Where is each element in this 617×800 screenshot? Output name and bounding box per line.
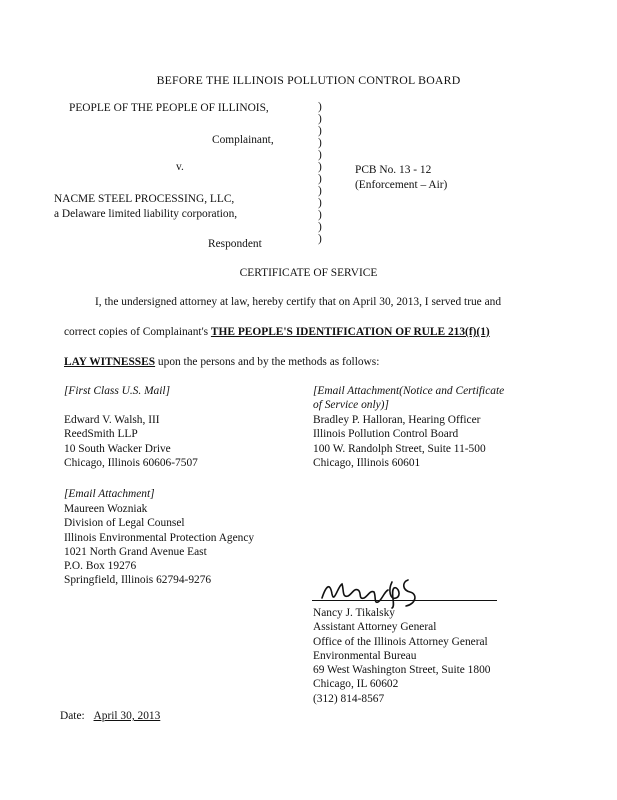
service-1-method: [First Class U.S. Mail]: [64, 385, 171, 397]
caption-bracket: ) ) ) ) ) ) ) ) ) ) ) ): [318, 101, 322, 245]
signatory-office: Office of the Illinois Attorney General: [313, 635, 488, 648]
address-line: Maureen Wozniak: [64, 503, 148, 515]
address-line: Edward V. Walsh, III: [64, 414, 160, 426]
address-line: 100 W. Randolph Street, Suite 11-500: [313, 442, 486, 455]
date-line: [60, 709, 160, 723]
signatory-name: Nancy J. Tikalsky: [313, 607, 395, 619]
document-title-reference: THE PEOPLE'S IDENTIFICATION OF RULE 213(f)(1): [210, 326, 490, 338]
caption-defendant: NACME STEEL PROCESSING, LLC,: [54, 193, 235, 205]
certificate-heading: CERTIFICATE OF SERVICE: [239, 267, 378, 279]
address-line: Chicago, Illinois 60601: [313, 456, 421, 469]
document-title: BEFORE THE ILLINOIS POLLUTION CONTROL BOARD: [156, 73, 461, 87]
address-line: Bradley P. Halloran, Hearing Officer: [313, 414, 481, 426]
service-3-address: [64, 502, 254, 588]
caption-versus: v.: [176, 161, 184, 173]
signatory-phone: (312) 814-8567: [313, 692, 385, 705]
signature-block: [313, 606, 490, 706]
caption-respondent-label: Respondent: [208, 238, 262, 250]
service-2-method-line1: [Email Attachment(Notice and Certificate: [313, 385, 505, 397]
handwritten-signature: [318, 576, 428, 610]
address-line: Division of Legal Counsel: [64, 517, 185, 530]
date-label: Date:: [60, 710, 85, 722]
signatory-title: Assistant Attorney General: [313, 621, 437, 634]
body-line-2-prefix: correct copies of Complainant's: [64, 326, 211, 338]
caption-defendant-desc: a Delaware limited liability corporation,: [54, 208, 238, 220]
case-type: (Enforcement – Air): [355, 179, 448, 191]
address-line: ReedSmith LLP: [64, 428, 138, 441]
body-line-3: [64, 355, 379, 369]
service-2-method-line2: of Service only)]: [313, 399, 389, 411]
address-line: Illinois Pollution Control Board: [313, 428, 459, 441]
body-line-3-suffix: upon the persons and by the methods as follows:: [155, 356, 380, 368]
address-line: Illinois Environmental Protection Agency: [64, 531, 255, 544]
address-line: Chicago, Illinois 60606-7507: [64, 456, 198, 469]
service-3-method: [Email Attachment]: [64, 488, 155, 500]
service-2-address: [313, 413, 486, 470]
caption-plaintiff: PEOPLE OF THE PEOPLE OF ILLINOIS,: [69, 102, 269, 114]
address-line: 10 South Wacker Drive: [64, 442, 171, 455]
caption-complainant-label: Complainant,: [212, 134, 274, 146]
case-number: PCB No. 13 - 12: [355, 164, 432, 176]
signatory-street: 69 West Washington Street, Suite 1800: [313, 664, 491, 676]
signature-line: [312, 600, 497, 601]
document-title-reference-cont: LAY WITNESSES: [64, 356, 156, 368]
date-value: April 30, 2013: [93, 710, 161, 722]
signatory-city: Chicago, IL 60602: [313, 678, 399, 691]
body-line-2: [64, 325, 490, 339]
signatory-bureau: Environmental Bureau: [313, 649, 417, 662]
address-line: P.O. Box 19276: [64, 560, 137, 572]
address-line: Springfield, Illinois 62794-9276: [64, 574, 212, 587]
address-line: 1021 North Grand Avenue East: [64, 545, 207, 558]
body-line-1: I, the undersigned attorney at law, hereby certify that on April 30, 2013, I served true and: [95, 296, 502, 308]
service-1-address: [64, 413, 198, 470]
